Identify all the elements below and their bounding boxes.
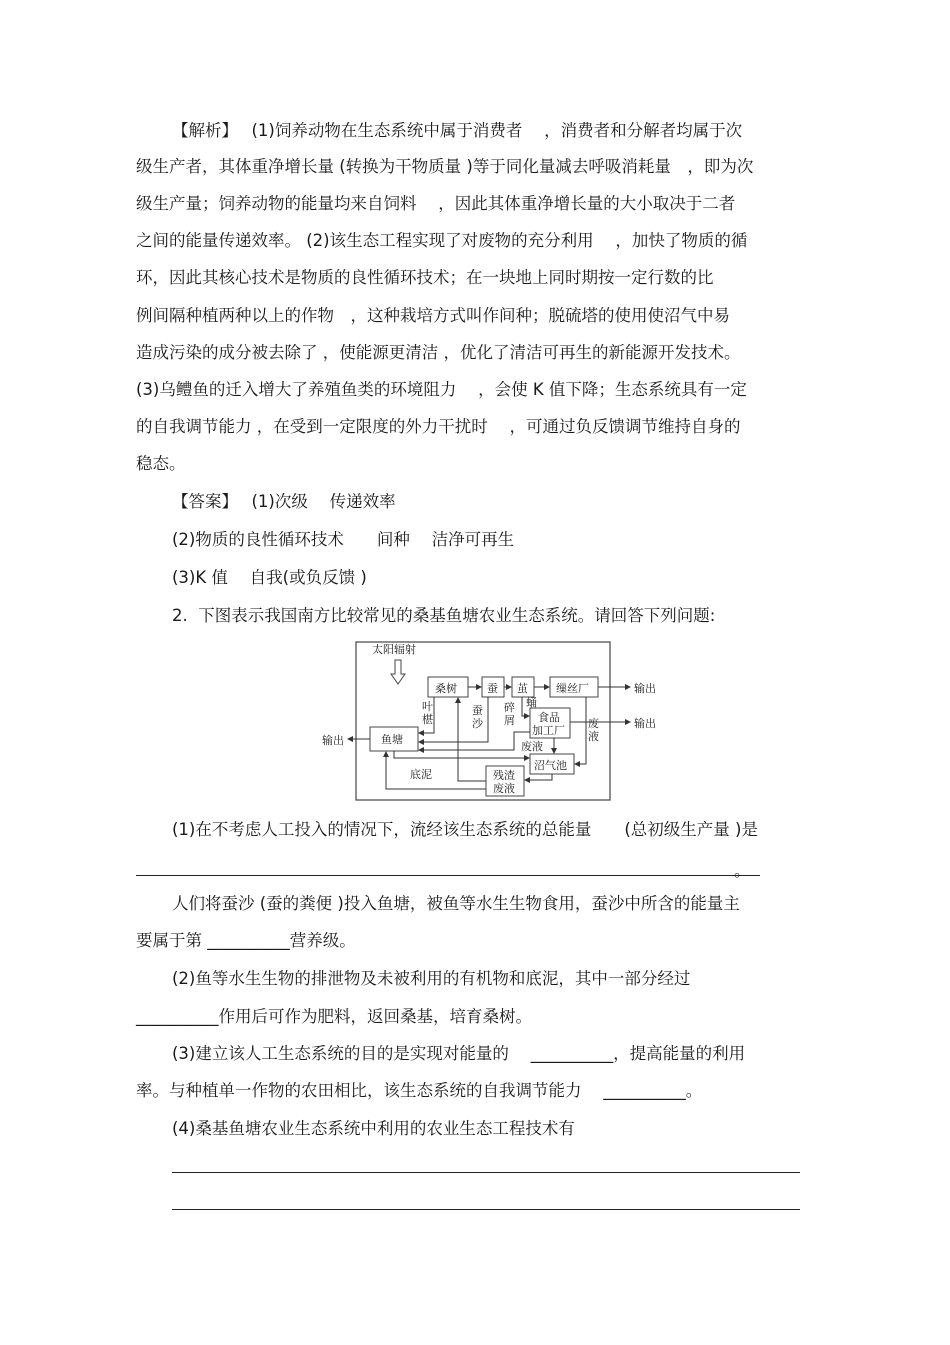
mulberry-fish-pond-diagram <box>318 638 662 803</box>
leaves-label-2: 椹 <box>422 713 433 726</box>
residue-label-1: 残渣 <box>493 769 515 782</box>
analysis-line-8: (3)乌鳢鱼的迁入增大了养殖鱼类的环境阻力 ，会使 K 值下降；生态系统具有一定 <box>136 380 747 399</box>
output-label-top: 输出 <box>634 682 656 695</box>
mulberry-label: 桑树 <box>435 682 457 695</box>
cocoon-label: 茧 <box>517 682 528 695</box>
pupa-label-2: 屑 <box>504 714 515 727</box>
q1-period: 。 <box>734 861 751 880</box>
sludge-label: 底泥 <box>410 768 432 781</box>
question-2-intro: 2. 下图表示我国南方比较常见的桑基鱼塘农业生态系统。请回答下列问题: <box>172 606 716 625</box>
answer-line-2: (2)物质的良性循环技术 间种 洁净可再生 <box>172 530 515 549</box>
biogas-tank-label: 沼气池 <box>534 759 567 772</box>
q1-answer-blank[interactable] <box>136 875 760 876</box>
q3-line-2: 率。与种植单一作物的农田相比，该生态系统的自我调节能力 __________。 <box>136 1081 703 1100</box>
analysis-line-5: 环，因此其核心技术是物质的良性循环技术；在一块地上同时期按一定行数的比 <box>136 268 714 287</box>
q1-line-3: 人们将蚕沙 (蚕的粪便 )投入鱼塘，被鱼等水生生物食用，蚕沙中所含的能量主 <box>172 894 740 913</box>
analysis-line-4: 之间的能量传递效率。 (2)该生态工程实现了对废物的充分利用 ，加快了物质的循 <box>136 231 748 250</box>
q1-line-4: 要属于第 __________营养级。 <box>136 931 356 950</box>
dung-label-2: 沙 <box>472 717 483 730</box>
arrow-silk-to-biogas <box>575 697 586 764</box>
arrow-biogas-to-residue <box>525 774 552 780</box>
pupa-label-3: 蛹 <box>526 696 537 709</box>
arrow-pond-to-biogas <box>394 751 529 758</box>
q4-line-1: (4)桑基鱼塘农业生态系统中利用的农业生态工程技术有 <box>172 1119 575 1138</box>
leaves-label-1: 叶 <box>422 700 433 713</box>
residue-label-2: 废液 <box>493 782 515 795</box>
food-factory-label-1: 食品 <box>538 711 560 724</box>
output-label-middle: 输出 <box>634 717 656 730</box>
answer-line-1: 【答案】 (1)次级 传递效率 <box>172 492 396 511</box>
output-label-left: 输出 <box>322 734 344 747</box>
fish-pond-label: 鱼塘 <box>381 733 403 746</box>
silkworm-label: 蚕 <box>487 682 498 695</box>
analysis-line-10: 稳态。 <box>136 454 186 473</box>
pupa-label-1: 碎 <box>504 701 515 714</box>
q2-line-2: __________作用后可作为肥料，返回桑基，培育桑树。 <box>136 1007 532 1026</box>
waste-label-2: 液 <box>588 730 599 743</box>
sun-label: 太阳辐射 <box>372 643 416 656</box>
q1-line-1: (1)在不考虑人工投入的情况下，流经该生态系统的总能量 (总初级生产量 )是 <box>172 820 758 839</box>
system-boundary <box>356 642 610 800</box>
analysis-line-7: 造成污染的成分被去除了 ，使能源更清洁 ，优化了清洁可再生的新能源开发技术。 <box>136 343 741 362</box>
answer-line-3: (3)K 值 自我(或负反馈 ) <box>172 568 367 587</box>
analysis-line-6: 例间隔种植两种以上的作物 ，这种栽培方式叫作间种；脱硫塔的使用使沼气中易 <box>136 306 730 325</box>
q3-line-1: (3)建立该人工生态系统的目的是实现对能量的 __________，提高能量的利用 <box>172 1044 746 1063</box>
food-factory-label-2: 加工厂 <box>532 724 565 737</box>
dung-label-1: 蚕 <box>472 704 483 717</box>
q2-line-1: (2)鱼等水生生物的排泄物及未被利用的有机物和底泥，其中一部分经过 <box>172 969 691 988</box>
waste-liquid-label: 废液 <box>521 740 543 753</box>
q4-answer-blank-2[interactable] <box>172 1209 800 1210</box>
sun-arrow <box>391 660 405 684</box>
q4-answer-blank-1[interactable] <box>172 1172 800 1173</box>
analysis-line-2: 级生产者，其体重净增长量 (转换为干物质量 )等于同化量减去呼吸消耗量 ，即为次 <box>136 157 754 176</box>
analysis-line-3: 级生产量；饲养动物的能量均来自饲料 ，因此其体重净增长量的大小取决于二者 <box>136 194 736 213</box>
silk-factory-label: 缫丝厂 <box>556 682 589 695</box>
waste-label-1: 废 <box>588 717 599 730</box>
analysis-line-9: 的自我调节能力 ，在受到一定限度的外力干扰时 ，可通过负反馈调节维持自身的 <box>136 417 741 436</box>
analysis-line-1: 【解析】 (1)饲养动物在生态系统中属于消费者 ，消费者和分解者均属于次 <box>172 121 743 140</box>
arrow-food-to-pond <box>419 732 530 750</box>
